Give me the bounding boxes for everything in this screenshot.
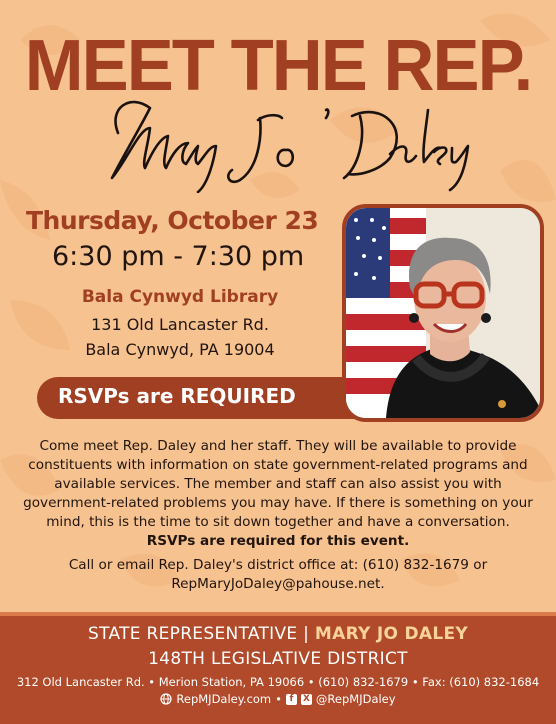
signature (90, 88, 470, 193)
rsvp-banner-text: RSVPs are REQUIRED (58, 384, 296, 408)
social-handle[interactable]: @RepMJDaley (315, 692, 396, 706)
footer-office-address: 312 Old Lancaster Rd. • Merion Station, PA 19066 • (610) 832-1679 • Fax: (610) 832-1684 (16, 675, 540, 689)
footer-title-name: MARY JO DALEY (314, 624, 468, 644)
event-date: Thursday, October 23 (26, 206, 319, 235)
event-description (18, 437, 538, 551)
headline: MEET THE REP. (24, 26, 532, 106)
rsvp-required-note: RSVPs are required for this event. (146, 533, 410, 549)
facebook-icon[interactable]: f (286, 694, 297, 705)
footer-district: 148TH LEGISLATIVE DISTRICT (148, 649, 408, 669)
x-icon[interactable]: X (301, 694, 312, 705)
footer-title-prefix: STATE REPRESENTATIVE | (88, 624, 310, 644)
website-link[interactable]: RepMJDaley.com (176, 692, 272, 706)
globe-icon (160, 693, 172, 705)
contact-email[interactable]: RepMaryJoDaley@pahouse.net. (171, 576, 385, 592)
venue-address-line1: 131 Old Lancaster Rd. (91, 315, 269, 334)
contact-line1: Call or email Rep. Daley's district office at: (610) 832-1679 or (68, 557, 488, 573)
venue-name: Bala Cynwyd Library (81, 287, 279, 307)
footer-title (0, 624, 556, 644)
separator: • (275, 692, 282, 706)
footer-web-social (0, 692, 556, 706)
event-time: 6:30 pm - 7:30 pm (52, 241, 305, 272)
venue-address-line2: Bala Cynwyd, PA 19004 (85, 340, 275, 359)
description-paragraph: Come meet Rep. Daley and her staff. They will be available to provide constituents with information on state government-related programs and available services. The member and staff can also assist you with government-related problems you may have. If there is something on your mind, this is the time to sit down together and have a conversation. (23, 438, 533, 530)
portrait-photo (342, 204, 544, 422)
contact-info (18, 556, 538, 594)
